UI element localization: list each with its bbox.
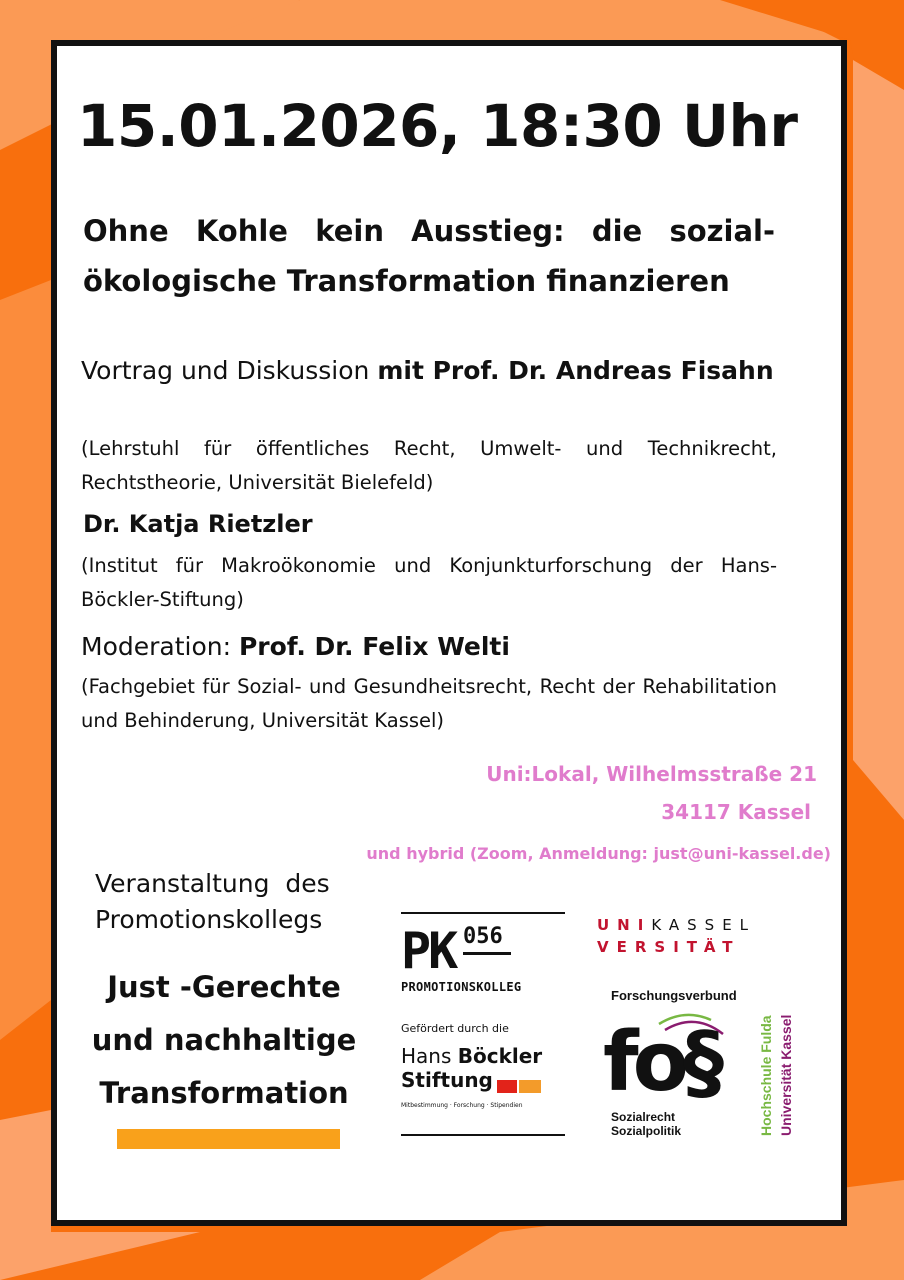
moderator-name: Prof. Dr. Felix Welti: [238, 632, 510, 661]
moderation-label: Moderation:: [81, 632, 239, 661]
pk-bottom-rule: [401, 1134, 565, 1136]
speaker2-name: Dr. Katja Rietzler: [83, 510, 313, 538]
event-date-time: 15.01.2026, 18:30 Uhr: [77, 92, 798, 160]
accent-bar: [117, 1129, 340, 1149]
hbs-bold: Böckler: [457, 1044, 543, 1068]
location-hybrid: und hybrid (Zoom, Anmeldung: just@uni-kassel.de): [366, 844, 831, 863]
fos-line2: Sozialpolitik: [611, 1124, 682, 1138]
poster-card: [51, 40, 847, 1226]
fos-logo: [603, 990, 803, 1150]
pk-letters: PK: [401, 922, 456, 980]
pk-number-rule: [463, 952, 511, 955]
pk-subtitle: PROMOTIONSKOLLEG: [401, 980, 522, 994]
uk-versitaet: VERSITÄT: [597, 938, 741, 956]
fos-vertical-kassel: Universität Kassel: [778, 1014, 794, 1136]
intro-line: [81, 350, 777, 392]
speaker1-name: mit Prof. Dr. Andreas Fisahn: [377, 356, 774, 385]
intro-text: Vortrag und Diskussion: [81, 356, 378, 385]
organizer-name-line1: Just -Gerechte: [107, 970, 341, 1004]
organizer-line2: Promotionskollegs: [95, 905, 323, 934]
location-line2: 34117 Kassel: [661, 800, 811, 824]
fos-letters: fo§: [603, 1015, 719, 1110]
speaker2-affiliation: (Institut für Makroökonomie und Konjunkturforschung der Hans-Böckler-Stiftung): [81, 554, 777, 611]
location-line1: Uni:Lokal, Wilhelmsstraße 21: [486, 762, 817, 786]
hbs-orange-square: [519, 1080, 541, 1093]
moderator-affiliation: (Fachgebiet für Sozial- und Gesundheitsrecht, Recht der Rehabilitation und Behinderung, Universität Kassel): [81, 675, 777, 732]
speaker1-affiliation: (Lehrstuhl für öffentliches Recht, Umwelt- und Technikrecht, Rechtstheorie, Universität Bielefeld): [81, 437, 777, 494]
funded-by-label: Gefördert durch die: [401, 1022, 509, 1035]
fos-line1: Sozialrecht: [611, 1110, 676, 1124]
uk-kassel: KASSEL: [651, 916, 757, 934]
event-title: Ohne Kohle kein Ausstieg: die sozial-ökologische Transformation finanzieren: [83, 214, 775, 298]
pk-top-rule: [401, 912, 565, 914]
pk-number: 056: [463, 924, 503, 949]
hbs-red-square: [497, 1080, 517, 1093]
organizer-line1: Veranstaltung des: [95, 869, 330, 898]
hbs-light: Hans: [401, 1044, 458, 1068]
uk-uni: UNI: [597, 916, 652, 934]
fos-heading: Forschungsverbund: [611, 990, 737, 1003]
organizer-name-line3: Transformation: [99, 1076, 349, 1110]
hbs-line2: Stiftung: [401, 1068, 493, 1092]
pk056-logo: [401, 912, 565, 1137]
hbs-tagline: Mitbestimmung · Forschung · Stipendien: [401, 1102, 523, 1109]
uni-kassel-logo: [597, 914, 756, 958]
organizer-intro: [95, 866, 330, 938]
fos-vertical-fulda: Hochschule Fulda: [758, 1015, 774, 1136]
organizer-name: [79, 961, 369, 1120]
organizer-name-line2: und nachhaltige: [91, 1023, 357, 1057]
moderation-line: [81, 626, 777, 668]
